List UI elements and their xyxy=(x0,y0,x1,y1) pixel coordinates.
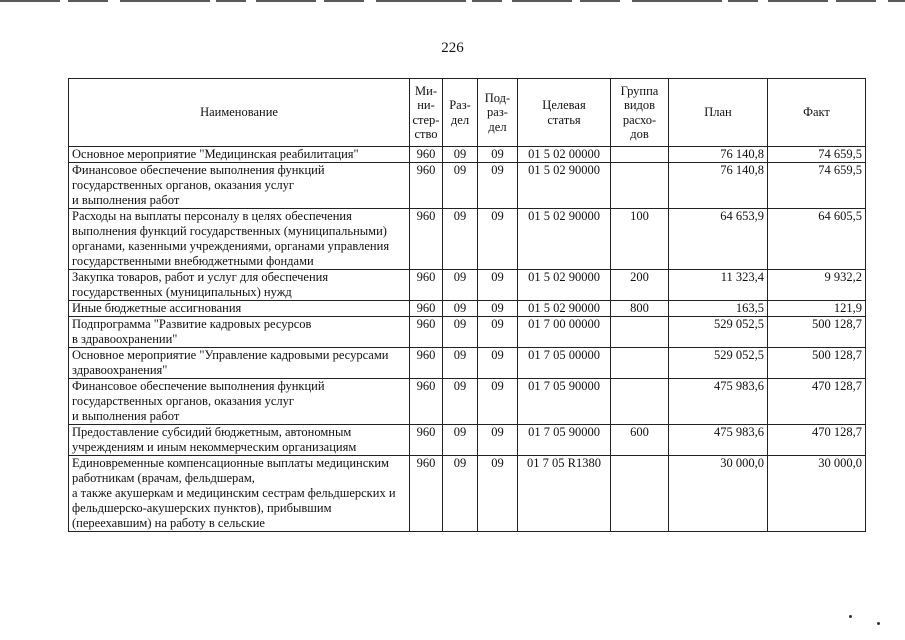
table-row xyxy=(69,147,866,163)
cell-ministry: 960 xyxy=(410,348,443,379)
header-section: Раз- дел xyxy=(443,79,478,147)
cell-ministry: 960 xyxy=(410,270,443,301)
cell-target: 01 7 05 00000 xyxy=(518,348,611,379)
header-plan: План xyxy=(669,79,768,147)
header-expense-group: Группа видов расхо- дов xyxy=(611,79,669,147)
table-row xyxy=(69,301,866,317)
cell-target: 01 7 05 90000 xyxy=(518,379,611,425)
table-header-row xyxy=(69,79,866,147)
cell-name: Подпрограмма "Развитие кадровых ресурсов в здравоохранении" xyxy=(69,317,410,348)
cell-ministry: 960 xyxy=(410,317,443,348)
table-row xyxy=(69,163,866,209)
cell-target: 01 5 02 00000 xyxy=(518,147,611,163)
cell-ministry: 960 xyxy=(410,425,443,456)
cell-name: Расходы на выплаты персоналу в целях обеспечения выполнения функций государственных (муниципальными) органами, казенными учреждениями, органами управления государственными внебюджетными фондами xyxy=(69,209,410,270)
cell-fact: 470 128,7 xyxy=(768,425,866,456)
cell-ministry: 960 xyxy=(410,209,443,270)
cell-section: 09 xyxy=(443,379,478,425)
top-edge-rule xyxy=(0,0,905,6)
cell-plan: 475 983,6 xyxy=(669,379,768,425)
cell-group: 600 xyxy=(611,425,669,456)
cell-subsection: 09 xyxy=(478,456,518,532)
cell-plan: 529 052,5 xyxy=(669,317,768,348)
cell-section: 09 xyxy=(443,147,478,163)
header-target: Целевая статья xyxy=(518,79,611,147)
cell-group: 800 xyxy=(611,301,669,317)
cell-subsection: 09 xyxy=(478,301,518,317)
cell-name: Иные бюджетные ассигнования xyxy=(69,301,410,317)
cell-fact: 500 128,7 xyxy=(768,348,866,379)
table-row xyxy=(69,456,866,532)
cell-plan: 30 000,0 xyxy=(669,456,768,532)
cell-subsection: 09 xyxy=(478,270,518,301)
cell-section: 09 xyxy=(443,163,478,209)
cell-subsection: 09 xyxy=(478,425,518,456)
cell-fact: 64 605,5 xyxy=(768,209,866,270)
header-name: Наименование xyxy=(69,79,410,147)
cell-target: 01 7 05 90000 xyxy=(518,425,611,456)
table-row xyxy=(69,209,866,270)
table-row xyxy=(69,270,866,301)
cell-ministry: 960 xyxy=(410,301,443,317)
cell-group: 100 xyxy=(611,209,669,270)
scan-speck xyxy=(877,622,880,625)
cell-group xyxy=(611,163,669,209)
cell-subsection: 09 xyxy=(478,209,518,270)
cell-name: Финансовое обеспечение выполнения функций государственных органов, оказания услуг и выполнения работ xyxy=(69,163,410,209)
budget-table xyxy=(68,78,866,532)
scan-speck xyxy=(849,615,852,618)
cell-fact: 9 932,2 xyxy=(768,270,866,301)
cell-plan: 76 140,8 xyxy=(669,163,768,209)
cell-subsection: 09 xyxy=(478,163,518,209)
cell-group xyxy=(611,379,669,425)
cell-name: Единовременные компенсационные выплаты медицинским работникам (врачам, фельдшерам, а также акушеркам и медицинским сестрам фельдшерских и фельдшерско-акушерских пунктов), прибывшим (переехавшим) на работу в сельские xyxy=(69,456,410,532)
cell-section: 09 xyxy=(443,317,478,348)
table-row xyxy=(69,348,866,379)
table-row xyxy=(69,425,866,456)
header-ministry: Ми- ни- стер- ство xyxy=(410,79,443,147)
cell-target: 01 7 00 00000 xyxy=(518,317,611,348)
cell-subsection: 09 xyxy=(478,379,518,425)
cell-section: 09 xyxy=(443,301,478,317)
cell-subsection: 09 xyxy=(478,348,518,379)
cell-ministry: 960 xyxy=(410,379,443,425)
cell-plan: 11 323,4 xyxy=(669,270,768,301)
page-number: 226 xyxy=(441,40,464,56)
cell-target: 01 5 02 90000 xyxy=(518,270,611,301)
cell-subsection: 09 xyxy=(478,147,518,163)
cell-group xyxy=(611,348,669,379)
cell-name: Основное мероприятие "Медицинская реабилитация" xyxy=(69,147,410,163)
cell-plan: 475 983,6 xyxy=(669,425,768,456)
cell-fact: 74 659,5 xyxy=(768,147,866,163)
cell-fact: 500 128,7 xyxy=(768,317,866,348)
cell-group xyxy=(611,456,669,532)
cell-plan: 529 052,5 xyxy=(669,348,768,379)
cell-plan: 163,5 xyxy=(669,301,768,317)
cell-ministry: 960 xyxy=(410,163,443,209)
cell-section: 09 xyxy=(443,270,478,301)
cell-target: 01 7 05 R1380 xyxy=(518,456,611,532)
cell-plan: 76 140,8 xyxy=(669,147,768,163)
cell-fact: 74 659,5 xyxy=(768,163,866,209)
cell-target: 01 5 02 90000 xyxy=(518,163,611,209)
table-row xyxy=(69,317,866,348)
cell-section: 09 xyxy=(443,209,478,270)
cell-name: Основное мероприятие "Управление кадровыми ресурсами здравоохранения" xyxy=(69,348,410,379)
cell-name: Предоставление субсидий бюджетным, автономным учреждениям и иным некоммерческим организациям xyxy=(69,425,410,456)
header-fact: Факт xyxy=(768,79,866,147)
cell-name: Закупка товаров, работ и услуг для обеспечения государственных (муниципальных) нужд xyxy=(69,270,410,301)
cell-fact: 470 128,7 xyxy=(768,379,866,425)
cell-target: 01 5 02 90000 xyxy=(518,301,611,317)
header-subsection: Под- раз- дел xyxy=(478,79,518,147)
cell-section: 09 xyxy=(443,348,478,379)
cell-ministry: 960 xyxy=(410,456,443,532)
cell-section: 09 xyxy=(443,456,478,532)
cell-fact: 121,9 xyxy=(768,301,866,317)
cell-plan: 64 653,9 xyxy=(669,209,768,270)
cell-group xyxy=(611,147,669,163)
cell-ministry: 960 xyxy=(410,147,443,163)
cell-group: 200 xyxy=(611,270,669,301)
table-row xyxy=(69,379,866,425)
cell-section: 09 xyxy=(443,425,478,456)
cell-fact: 30 000,0 xyxy=(768,456,866,532)
cell-group xyxy=(611,317,669,348)
cell-subsection: 09 xyxy=(478,317,518,348)
cell-name: Финансовое обеспечение выполнения функций государственных органов, оказания услуг и выполнения работ xyxy=(69,379,410,425)
cell-target: 01 5 02 90000 xyxy=(518,209,611,270)
